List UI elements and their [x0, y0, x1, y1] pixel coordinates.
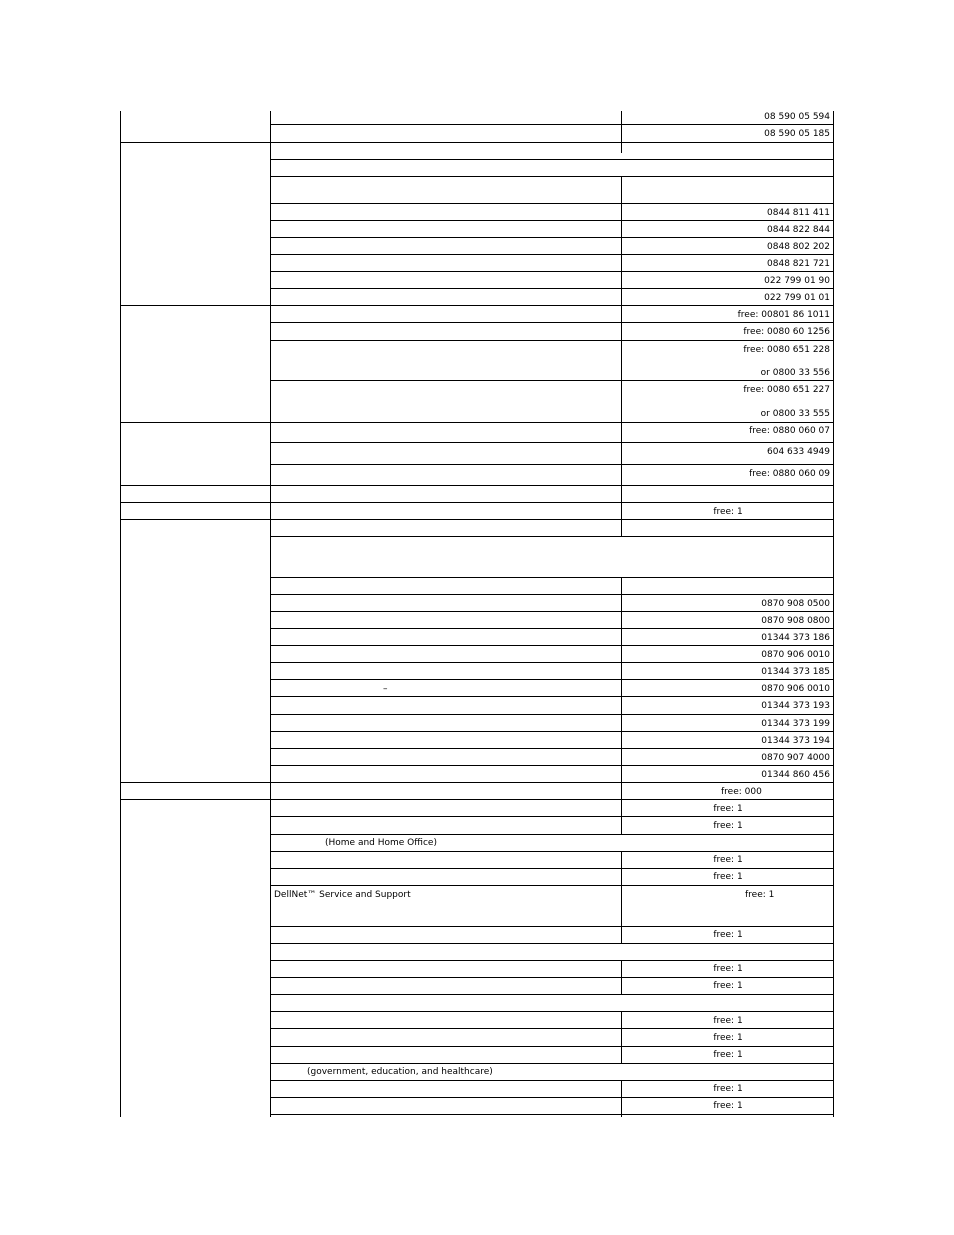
row-divider — [270, 271, 834, 272]
row-divider — [270, 851, 834, 852]
row-divider — [270, 748, 834, 749]
row-divider — [270, 159, 834, 160]
row-divider — [270, 628, 834, 629]
col-rule-right — [833, 111, 834, 1117]
phone-number-alt: or 0800 33 555 — [760, 409, 830, 419]
row-divider — [270, 464, 834, 465]
phone-number: 08 590 05 185 — [764, 129, 830, 139]
phone-number: 01344 373 194 — [761, 736, 830, 746]
row-divider — [270, 868, 834, 869]
row-description: – — [383, 684, 388, 694]
phone-number: 08 590 05 594 — [764, 112, 830, 122]
col-rule-middle — [621, 578, 622, 835]
phone-number: 01344 860 456 — [761, 770, 830, 780]
phone-number: free: 1 — [713, 1033, 743, 1043]
row-divider — [270, 380, 834, 381]
phone-number: 0848 802 202 — [767, 242, 830, 252]
phone-number: free: 000 — [721, 787, 762, 797]
phone-number: free: 1 — [713, 872, 743, 882]
col-rule-middle — [621, 1080, 622, 1117]
country-divider — [120, 305, 834, 306]
row-divider — [270, 662, 834, 663]
phone-number: free: 1 — [713, 1016, 743, 1026]
row-divider — [270, 220, 834, 221]
row-divider — [270, 288, 834, 289]
row-divider — [270, 237, 834, 238]
row-divider — [270, 254, 834, 255]
phone-number: 0870 906 0010 — [761, 650, 830, 660]
row-divider — [270, 1114, 834, 1115]
phone-number: free: 0080 60 1256 — [743, 327, 830, 337]
country-divider — [120, 502, 834, 503]
phone-number: 01344 373 199 — [761, 719, 830, 729]
phone-number: 0870 906 0010 — [761, 684, 830, 694]
row-divider — [270, 834, 834, 835]
phone-number: free: 0880 060 09 — [749, 469, 830, 479]
phone-number: free: 0080 651 227 — [743, 385, 830, 395]
row-divider — [270, 645, 834, 646]
phone-number: 01344 373 193 — [761, 701, 830, 711]
section-label: (Home and Home Office) — [325, 838, 437, 848]
phone-number: free: 0080 651 228 — [743, 345, 830, 355]
row-divider — [270, 977, 834, 978]
phone-number: 0870 908 0500 — [761, 599, 830, 609]
row-divider — [270, 1080, 834, 1081]
phone-number: 01344 373 185 — [761, 667, 830, 677]
col-rule-left — [120, 111, 121, 1117]
row-divider — [270, 765, 834, 766]
row-divider — [270, 322, 834, 323]
row-divider — [270, 442, 834, 443]
country-divider — [120, 782, 834, 783]
country-divider — [120, 422, 834, 423]
row-divider — [270, 679, 834, 680]
phone-number: 022 799 01 01 — [764, 293, 830, 303]
phone-number: free: 1 — [713, 964, 743, 974]
row-divider — [270, 1063, 834, 1064]
phone-number: free: 1 — [713, 855, 743, 865]
row-divider — [270, 594, 834, 595]
col-rule-country — [270, 111, 271, 1117]
phone-number: 0844 811 411 — [767, 208, 830, 218]
row-description: DellNet™ Service and Support — [274, 890, 411, 900]
phone-number: free: 1 — [713, 507, 743, 517]
country-divider — [120, 142, 834, 143]
phone-number: free: 1 — [713, 1101, 743, 1111]
row-divider — [270, 176, 834, 177]
phone-number: free: 0880 060 07 — [749, 426, 830, 436]
row-divider — [270, 1028, 834, 1029]
col-rule-middle — [621, 852, 622, 943]
phone-number: free: 00801 86 1011 — [737, 310, 830, 320]
row-divider — [270, 536, 834, 537]
col-rule-middle — [621, 1012, 622, 1064]
phone-number: free: 1 — [713, 1084, 743, 1094]
row-divider — [270, 943, 834, 944]
phone-number: free: 1 — [713, 930, 743, 940]
row-divider — [270, 1097, 834, 1098]
phone-number: free: 1 — [713, 804, 743, 814]
col-rule-middle — [621, 111, 622, 153]
phone-number: 0848 821 721 — [767, 259, 830, 269]
section-label: (government, education, and healthcare) — [307, 1067, 493, 1077]
row-divider — [270, 1046, 834, 1047]
row-divider — [270, 926, 834, 927]
col-rule-middle — [621, 177, 622, 537]
phone-number: 604 633 4949 — [767, 447, 830, 457]
country-divider — [120, 519, 834, 520]
phone-number: free: 1 — [713, 821, 743, 831]
phone-number: free: 1 — [713, 1050, 743, 1060]
row-divider — [270, 994, 834, 995]
row-divider — [270, 960, 834, 961]
country-divider — [120, 485, 834, 486]
row-divider — [270, 816, 834, 817]
phone-number: 01344 373 186 — [761, 633, 830, 643]
row-divider — [270, 203, 834, 204]
row-divider — [270, 340, 834, 341]
phone-number: 0870 907 4000 — [761, 753, 830, 763]
row-divider — [270, 577, 834, 578]
phone-number: 0844 822 844 — [767, 225, 830, 235]
row-divider — [270, 1011, 834, 1012]
phone-number-alt: or 0800 33 556 — [760, 368, 830, 378]
phone-number: 0870 908 0800 — [761, 616, 830, 626]
phone-number: free: 1 — [745, 890, 775, 900]
phone-number: free: 1 — [713, 981, 743, 991]
row-divider — [270, 731, 834, 732]
row-divider — [270, 124, 834, 125]
country-divider — [120, 799, 834, 800]
row-divider — [270, 714, 834, 715]
row-divider — [270, 611, 834, 612]
row-divider — [270, 696, 834, 697]
row-divider — [270, 885, 834, 886]
phone-number: 022 799 01 90 — [764, 276, 830, 286]
